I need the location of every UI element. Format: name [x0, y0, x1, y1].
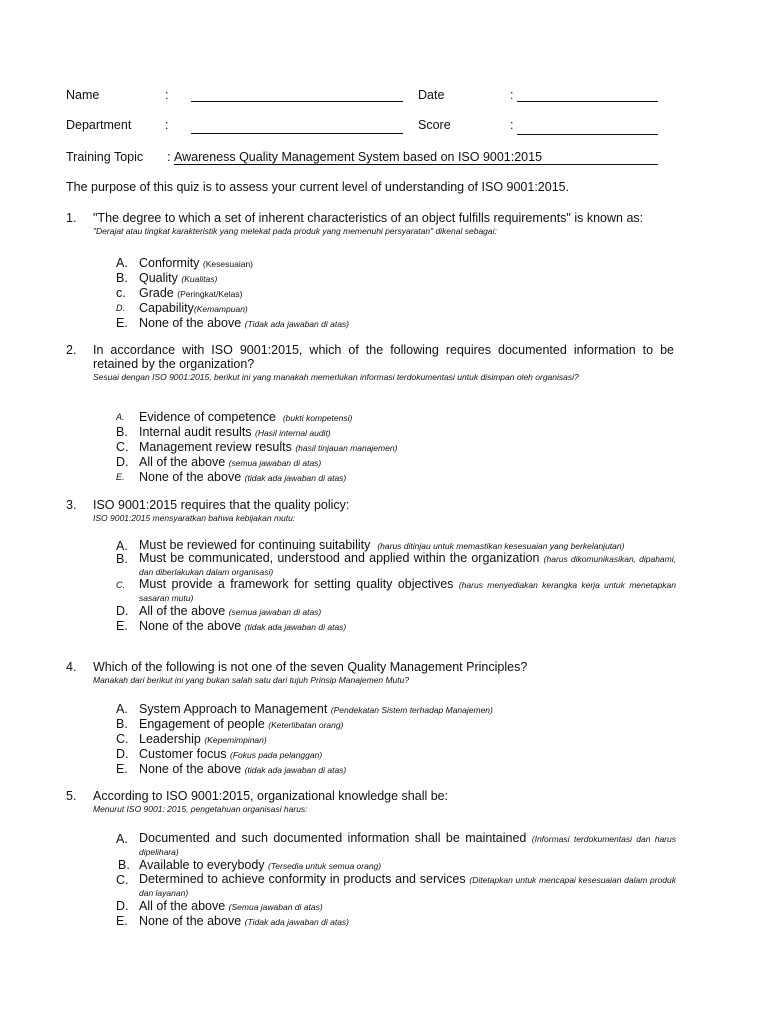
option-letter: D.	[116, 747, 129, 761]
option-text: System Approach to Management	[139, 702, 328, 716]
option-translation: (Keterlibatan orang)	[268, 720, 344, 730]
date-colon: :	[510, 88, 514, 102]
score-field[interactable]	[517, 134, 658, 135]
question-text	[93, 343, 674, 382]
option-text: All of the above	[139, 899, 226, 913]
option-c[interactable]	[66, 286, 676, 301]
option-d[interactable]	[66, 899, 676, 914]
question-number: 1.	[66, 211, 77, 225]
option-letter: E.	[116, 762, 128, 776]
option-e[interactable]	[66, 762, 676, 777]
option-text: None of the above	[139, 619, 242, 633]
option-text: Capability	[139, 301, 194, 315]
option-translation: (Ditetapkan untuk mencapai kesesuaian dalam produk dan layanan)	[139, 875, 676, 898]
question-text-en: Which of the following is not one of the seven Quality Management Principles?	[93, 660, 528, 674]
option-e[interactable]	[66, 316, 676, 331]
option-letter: C.	[116, 440, 129, 454]
option-translation: (hasil tinjauan manajemen)	[295, 443, 398, 453]
name-label: Name	[66, 88, 100, 102]
option-letter: D.	[116, 899, 129, 913]
option-c[interactable]	[66, 873, 676, 899]
question-text-id: "Derajat atau tingkat karakteristik yang melekat pada produk yang memenuhi persyaratan" dikenal sebagai:	[93, 226, 497, 236]
option-letter: A.	[116, 412, 125, 422]
score-colon: :	[510, 118, 514, 132]
option-text: Internal audit results	[139, 425, 252, 439]
option-a[interactable]	[66, 702, 676, 717]
option-list	[66, 256, 676, 331]
option-letter: D.	[116, 604, 129, 618]
option-letter: E.	[116, 316, 128, 330]
option-letter: D.	[116, 303, 125, 313]
department-label: Department	[66, 118, 132, 132]
option-text: Must provide a framework for setting quality objectives	[139, 577, 454, 591]
option-list	[66, 832, 676, 929]
option-text: None of the above	[139, 316, 242, 330]
option-text: Customer focus	[139, 747, 227, 761]
option-a[interactable]	[66, 410, 676, 425]
option-letter: A.	[116, 539, 128, 553]
option-text: Conformity	[139, 256, 200, 270]
option-letter: B.	[116, 425, 128, 439]
name-field[interactable]	[191, 101, 403, 102]
question-text-id: Menurut ISO 9001: 2015, pengetahuan organisasi harus:	[93, 804, 308, 814]
option-text: Leadership	[139, 732, 201, 746]
option-translation: (Kualitas)	[181, 274, 218, 284]
topic-field-underline	[174, 164, 658, 165]
question-text-en: In accordance with ISO 9001:2015, which of the following requires documented information to be retained by the organization?	[93, 343, 674, 371]
option-translation: (Fokus pada pelanggan)	[230, 750, 323, 760]
option-translation: (Pendekatan Sistem terhadap Manajemen)	[330, 705, 493, 715]
option-letter: A.	[116, 256, 128, 270]
question-text-id: ISO 9001:2015 mensyaratkan bahwa kebijakan mutu:	[93, 513, 296, 523]
option-c[interactable]	[66, 440, 676, 455]
option-translation: (Kepemimpinan)	[204, 735, 267, 745]
option-e[interactable]	[66, 470, 676, 485]
option-translation: (semua jawaban di atas)	[228, 458, 322, 468]
option-d[interactable]	[66, 747, 676, 762]
option-text: Evidence of competence	[139, 410, 276, 424]
option-translation: (semua jawaban di atas)	[228, 607, 322, 617]
option-a[interactable]	[66, 832, 676, 858]
option-letter: E.	[116, 619, 128, 633]
option-list	[66, 702, 676, 777]
date-field[interactable]	[517, 101, 658, 102]
option-a[interactable]	[66, 256, 676, 271]
question-text-id: Manakah dari berikut ini yang bukan salah satu dari tujuh Prinsip Manajemen Mutu?	[93, 675, 410, 685]
option-letter: E.	[116, 914, 128, 928]
option-letter: B.	[116, 717, 128, 731]
question-text	[93, 660, 674, 685]
topic-value: Awareness Quality Management System based on ISO 9001:2015	[174, 150, 543, 164]
option-letter: E.	[116, 472, 125, 482]
option-letter: A.	[116, 702, 128, 716]
option-translation: (harus dikomunikasikan, dipahami, dan diberlakukan dalam organisasi)	[139, 554, 676, 577]
option-translation: (Kesesuaian)	[202, 259, 254, 269]
option-translation: (tidak ada jawaban di atas)	[244, 765, 347, 775]
option-text: Engagement of people	[139, 717, 265, 731]
option-text: Available to everybody	[139, 858, 265, 872]
option-text: None of the above	[139, 914, 242, 928]
option-text: All of the above	[139, 604, 226, 618]
date-label: Date	[418, 88, 445, 102]
option-b[interactable]	[66, 552, 676, 578]
option-c[interactable]	[66, 578, 676, 604]
question-text-id: Sesuai dengan ISO 9001:2015, berikut ini yang manakah memerlukan informasi terdokumentasi untuk disimpan oleh organisasi?	[93, 372, 579, 382]
score-label: Score	[418, 118, 451, 132]
option-list	[66, 410, 676, 485]
option-text: Documented and such documented information shall be maintained	[139, 831, 527, 845]
option-translation: (Tidak ada jawaban di atas)	[244, 917, 350, 927]
question-text-en: According to ISO 9001:2015, organizational knowledge shall be:	[93, 789, 449, 803]
question-number: 5.	[66, 789, 77, 803]
option-text: Determined to achieve conformity in products and services	[139, 872, 466, 886]
option-translation: (Semua jawaban di atas)	[228, 902, 323, 912]
option-letter: C.	[116, 732, 129, 746]
option-letter: D.	[116, 455, 129, 469]
option-text: None of the above	[139, 762, 242, 776]
question-text-en: ISO 9001:2015 requires that the quality policy:	[93, 498, 350, 512]
option-letter: B.	[116, 552, 128, 566]
option-b[interactable]	[66, 858, 676, 873]
option-translation: (harus ditinjau untuk memastikan kesesuaian yang berkelanjutan)	[377, 541, 625, 551]
option-translation: (harus menyediakan kerangka kerja untuk menetapkan sasaran mutu)	[139, 580, 676, 603]
name-colon: :	[165, 88, 169, 102]
department-field[interactable]	[191, 133, 403, 134]
topic-colon: :	[167, 150, 171, 164]
option-e[interactable]	[66, 914, 676, 929]
question-text	[93, 211, 674, 236]
option-translation: (Hasil internal audit)	[255, 428, 331, 438]
option-letter: C.	[116, 580, 125, 590]
department-colon: :	[165, 118, 169, 132]
option-text: None of the above	[139, 470, 242, 484]
option-d[interactable]	[66, 455, 676, 470]
purpose-statement: The purpose of this quiz is to assess your current level of understanding of ISO 9001:2015.	[66, 180, 570, 194]
option-text: Quality	[139, 271, 178, 285]
question-text	[93, 789, 674, 814]
option-translation: (Kemampuan)	[193, 304, 248, 314]
option-c[interactable]	[66, 732, 676, 747]
question-number: 4.	[66, 660, 77, 674]
question-text-en: "The degree to which a set of inherent characteristics of an object fulfills requirements" is known as:	[93, 211, 644, 225]
option-letter: B.	[116, 271, 128, 285]
topic-label: Training Topic	[66, 150, 144, 164]
option-text: All of the above	[139, 455, 226, 469]
option-text: Management review results	[139, 440, 292, 454]
option-translation: (tidak ada jawaban di atas)	[244, 473, 347, 483]
option-letter: A.	[116, 832, 128, 846]
option-b[interactable]	[66, 717, 676, 732]
option-translation: (Peringkat/Kelas)	[177, 289, 243, 299]
option-translation: (bukti kompetensi)	[282, 413, 353, 423]
option-b[interactable]	[66, 271, 676, 286]
question-number: 2.	[66, 343, 77, 357]
option-translation: (Informasi terdokumentasi dan harus dipelihara)	[139, 834, 676, 857]
option-e[interactable]	[66, 619, 676, 634]
question-number: 3.	[66, 498, 77, 512]
option-d[interactable]	[66, 604, 676, 619]
question-text	[93, 498, 674, 523]
option-text: Must be reviewed for continuing suitability	[139, 538, 371, 552]
option-letter: c.	[116, 286, 126, 300]
option-text: Must be communicated, understood and applied within the organization	[139, 551, 540, 565]
option-d[interactable]	[66, 301, 676, 316]
option-b[interactable]	[66, 425, 676, 440]
option-text: Grade	[139, 286, 174, 300]
option-list	[66, 539, 676, 634]
option-translation: (Tersedia untuk semua orang)	[268, 861, 382, 871]
option-translation: (tidak ada jawaban di atas)	[244, 622, 347, 632]
option-letter: C.	[116, 873, 129, 887]
option-letter: B.	[118, 858, 130, 872]
option-translation: (Tidak ada jawaban di atas)	[244, 319, 350, 329]
